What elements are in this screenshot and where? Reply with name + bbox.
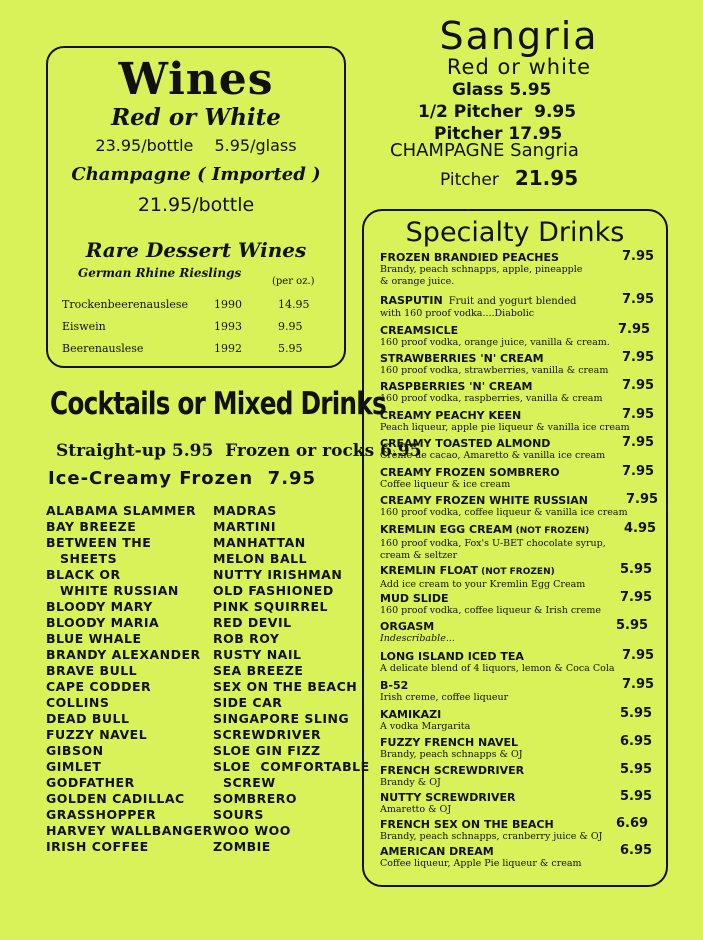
specialty-item (380, 708, 662, 733)
cocktails-title: Cocktails or Mixed Drinks (50, 386, 386, 422)
specialty-item-price: 6.95 (620, 734, 653, 749)
specialty-item-price: 7.95 (622, 378, 655, 393)
cocktail-list-right (213, 503, 370, 855)
dessert-wine-price: 5.95 (278, 342, 303, 355)
specialty-name-text: RASPBERRIES 'N' CREAM (380, 380, 533, 393)
dessert-wine-year: 1990 (214, 298, 242, 311)
specialty-item-price: 7.95 (622, 249, 655, 264)
specialty-item-desc: Coffee liqueur, Apple Pie liqueur & cream (380, 858, 582, 869)
specialty-note: (NOT FROZEN) (481, 567, 555, 577)
specialty-item-desc: 160 proof vodka, coffee liqueur & Irish creme (380, 605, 601, 616)
cocktail-item: DEAD BULL (46, 711, 130, 726)
champagne-price: 21.95/bottle (137, 194, 255, 216)
cocktail-item: GRASSHOPPER (46, 807, 157, 822)
specialty-item-price: 5.95 (620, 789, 653, 804)
cocktail-item: WOO WOO (213, 823, 291, 838)
wines-prices (48, 136, 344, 155)
specialty-item-desc: with 160 proof vodka....Diabolic (380, 308, 535, 319)
specialty-item-name (380, 466, 662, 479)
cocktail-item: FUZZY NAVEL (46, 727, 148, 742)
specialty-item-price: 7.95 (622, 435, 655, 450)
specialty-item-name (380, 679, 662, 692)
cocktail-item: MANHATTAN (213, 535, 306, 550)
cocktail-item: ROB ROY (213, 631, 280, 646)
cocktail-item: BLUE WHALE (46, 631, 142, 646)
specialty-name-text: LONG ISLAND ICED TEA (380, 650, 524, 663)
specialty-name-text: RASPUTIN (380, 294, 443, 307)
specialty-item (380, 845, 662, 870)
specialty-item-desc: Brandy, peach schnapps, apple, pineapple (380, 264, 583, 275)
rare-dessert-subtitle: German Rhine Rieslings (78, 266, 242, 280)
specialty-inline-desc: Fruit and yogurt blended (448, 296, 577, 307)
cocktail-item: MARTINI (213, 519, 276, 534)
cocktail-item: HARVEY WALLBANGER (46, 823, 213, 838)
specialty-name-text: FROZEN BRANDIED PEACHES (380, 251, 559, 264)
wines-title: Wines (118, 54, 274, 105)
cocktail-item: SEX ON THE BEACH (213, 679, 358, 694)
sangria-half-pitcher: 1/2 Pitcher 9.95 (418, 102, 577, 122)
bottle-price: 23.95/bottle (95, 136, 194, 155)
specialty-item (380, 592, 662, 617)
cocktail-item: SCREW (223, 775, 276, 790)
specialty-item-name (380, 494, 662, 507)
dessert-wine-year: 1993 (214, 320, 242, 333)
specialty-item (380, 324, 662, 349)
specialty-item-desc: 160 proof vodka, strawberries, vanilla & cream (380, 365, 609, 376)
specialty-name-text: CREAMY FROZEN WHITE RUSSIAN (380, 494, 589, 507)
cocktail-item: NUTTY IRISHMAN (213, 567, 343, 582)
cocktail-item: GOLDEN CADILLAC (46, 791, 185, 806)
specialty-item-price: 5.95 (616, 618, 649, 633)
champagne-sangria-pitcher (440, 166, 578, 190)
specialty-note: (NOT FROZEN) (515, 526, 590, 536)
specialty-item-name (380, 294, 662, 308)
glass-price: 5.95/glass (214, 136, 297, 155)
cocktail-item: COLLINS (46, 695, 110, 710)
specialty-item-desc: & orange juice. (380, 276, 455, 287)
specialty-name-text: CREAMY TOASTED ALMOND (380, 437, 551, 450)
specialty-item-desc: A vodka Margarita (380, 721, 471, 732)
wines-section (46, 46, 346, 368)
specialty-item-price: 7.95 (622, 648, 655, 663)
rare-dessert-title: Rare Dessert Wines (85, 238, 307, 262)
specialty-item-price: 7.95 (622, 677, 655, 692)
cocktail-item: SEA BREEZE (213, 663, 304, 678)
specialty-item (380, 764, 662, 789)
cocktail-item: RED DEVIL (213, 615, 292, 630)
specialty-item-price: 7.95 (622, 292, 655, 307)
specialty-title: Specialty Drinks (405, 217, 625, 248)
cocktail-item: GIBSON (46, 743, 104, 758)
champagne-sangria: CHAMPAGNE Sangria (390, 140, 579, 161)
specialty-item (380, 818, 662, 843)
dessert-wine-name: Eiswein (62, 320, 106, 333)
wines-subtitle: Red or White (111, 104, 281, 131)
specialty-name-text: ORGASM (380, 620, 435, 633)
specialty-item (380, 380, 662, 405)
sangria-title: Sangria (439, 14, 599, 58)
cocktail-prices: Straight-up 5.95 Frozen or rocks 6.95 (56, 441, 422, 461)
specialty-item (380, 679, 662, 704)
specialty-item (380, 523, 662, 562)
specialty-item-desc: cream & seltzer (380, 550, 458, 561)
specialty-item-name (380, 437, 662, 450)
specialty-item-price: 5.95 (620, 562, 653, 577)
specialty-item-name (380, 523, 662, 538)
specialty-name-text: FRENCH SCREWDRIVER (380, 764, 525, 777)
cocktail-item: IRISH COFFEE (46, 839, 149, 854)
specialty-item (380, 409, 662, 434)
cocktail-item: BETWEEN THE (46, 535, 152, 550)
specialty-drinks-section (362, 209, 668, 887)
specialty-item-price: 7.95 (620, 590, 653, 605)
cocktail-item: MADRAS (213, 503, 277, 518)
sangria-glass: Glass 5.95 (452, 80, 552, 100)
specialty-item (380, 294, 662, 320)
specialty-item-price: 7.95 (622, 464, 655, 479)
specialty-item-name (380, 352, 662, 365)
cocktail-item: SLOE COMFORTABLE (213, 759, 370, 774)
specialty-item-desc: Coffee liqueur & ice cream (380, 479, 511, 490)
dessert-wine-name: Beerenauslese (62, 342, 144, 355)
specialty-item-desc: Add ice cream to your Kremlin Egg Cream (380, 579, 586, 590)
specialty-item-desc: Brandy, peach schnapps & OJ (380, 749, 523, 760)
pitcher-label: Pitcher (440, 170, 499, 190)
cocktail-item: SINGAPORE SLING (213, 711, 350, 726)
specialty-item (380, 620, 662, 645)
cocktail-item: SLOE GIN FIZZ (213, 743, 321, 758)
cocktail-item: RUSTY NAIL (213, 647, 302, 662)
specialty-item-desc: 160 proof vodka, coffee liqueur & vanilla ice cream (380, 507, 628, 518)
specialty-name-text: KREMLIN FLOAT (380, 564, 478, 577)
specialty-item-desc: Peach liqueur, apple pie liqueur & vanilla ice cream (380, 422, 630, 433)
specialty-item-price: 5.95 (620, 706, 653, 721)
specialty-item (380, 437, 662, 462)
specialty-item-desc: Brandy, peach schnapps, cranberry juice & OJ (380, 831, 603, 842)
specialty-item-name (380, 380, 662, 393)
cocktail-item: MELON BALL (213, 551, 308, 566)
specialty-name-text: NUTTY SCREWDRIVER (380, 791, 516, 804)
specialty-item-price: 4.95 (624, 521, 657, 536)
specialty-item-name (380, 409, 662, 422)
specialty-item-desc: 160 proof vodka, orange juice, vanilla & cream. (380, 337, 610, 348)
specialty-name-text: B-52 (380, 679, 409, 692)
specialty-item-name (380, 650, 662, 663)
cocktail-item: BLOODY MARY (46, 599, 153, 614)
specialty-item-name (380, 251, 662, 264)
specialty-name-text: AMERICAN DREAM (380, 845, 494, 858)
cocktail-item: ALABAMA SLAMMER (46, 503, 197, 518)
cocktail-item: WHITE RUSSIAN (60, 583, 179, 598)
specialty-name-text: KREMLIN EGG CREAM (380, 523, 513, 536)
cocktail-item: SCREWDRIVER (213, 727, 322, 742)
cocktail-item: SOMBRERO (213, 791, 298, 806)
specialty-name-text: CREAMSICLE (380, 324, 459, 337)
cocktail-item: SIDE CAR (213, 695, 283, 710)
specialty-item (380, 736, 662, 761)
ice-creamy-price: Ice-Creamy Frozen 7.95 (48, 468, 317, 489)
specialty-item-desc: A delicate blend of 4 liquors, lemon & Coca Cola (380, 663, 615, 674)
dessert-wine-price: 14.95 (278, 298, 310, 311)
specialty-item-desc: 160 proof vodka, raspberries, vanilla & cream (380, 393, 603, 404)
specialty-name-text: STRAWBERRIES 'N' CREAM (380, 352, 544, 365)
specialty-item-price: 7.95 (622, 350, 655, 365)
specialty-item-desc: Indescribable... (380, 633, 455, 644)
sangria-pitcher: Pitcher 17.95 (434, 124, 563, 144)
specialty-item-desc: 160 proof vodka, Fox's U-BET chocolate syrup, (380, 538, 606, 549)
specialty-item (380, 466, 662, 491)
specialty-name-text: KAMIKAZI (380, 708, 442, 721)
cocktail-item: CAPE CODDER (46, 679, 152, 694)
specialty-item (380, 494, 662, 519)
cocktail-item: BLOODY MARIA (46, 615, 160, 630)
specialty-item-desc: Brandy & OJ (380, 777, 441, 788)
cocktail-item: SHEETS (60, 551, 118, 566)
cocktail-item: ZOMBIE (213, 839, 271, 854)
champagne-title: Champagne ( Imported ) (71, 164, 321, 185)
specialty-name-text: CREAMY PEACHY KEEN (380, 409, 522, 422)
cocktail-item: BRAVE BULL (46, 663, 138, 678)
specialty-name-text: CREAMY FROZEN SOMBRERO (380, 466, 560, 479)
cocktail-item: BAY BREEZE (46, 519, 137, 534)
cocktail-item: PINK SQUIRREL (213, 599, 328, 614)
dessert-wine-year: 1992 (214, 342, 242, 355)
cocktail-item: SOURS (213, 807, 264, 822)
specialty-name-text: FUZZY FRENCH NAVEL (380, 736, 519, 749)
specialty-item (380, 352, 662, 377)
dessert-wine-price: 9.95 (278, 320, 303, 333)
specialty-item-price: 6.69 (616, 816, 649, 831)
pitcher-price: 21.95 (514, 166, 579, 190)
specialty-item (380, 564, 662, 591)
dessert-wine-name: Trockenbeerenauslese (62, 298, 189, 311)
cocktail-list-left (46, 503, 213, 855)
specialty-item-desc: Crème de cacao, Amaretto & vanilla ice cream (380, 450, 606, 461)
specialty-item-price: 7.95 (618, 322, 651, 337)
specialty-item-price: 7.95 (622, 407, 655, 422)
cocktail-item: OLD FASHIONED (213, 583, 334, 598)
cocktail-item: GIMLET (46, 759, 102, 774)
specialty-item (380, 650, 662, 675)
cocktail-item: GODFATHER (46, 775, 135, 790)
specialty-item-desc: Amaretto & OJ (380, 804, 452, 815)
per-oz-label: (per oz.) (272, 276, 315, 287)
cocktail-item: BLACK OR (46, 567, 121, 582)
cocktail-item: BRANDY ALEXANDER (46, 647, 201, 662)
specialty-item-price: 6.95 (620, 843, 653, 858)
specialty-item-price: 7.95 (626, 492, 659, 507)
specialty-name-text: MUD SLIDE (380, 592, 449, 605)
sangria-subtitle: Red or white (446, 55, 592, 79)
specialty-item-desc: Irish creme, coffee liqueur (380, 692, 509, 703)
specialty-item (380, 791, 662, 816)
specialty-item-price: 5.95 (620, 762, 653, 777)
specialty-name-text: FRENCH SEX ON THE BEACH (380, 818, 554, 831)
specialty-item (380, 251, 662, 288)
